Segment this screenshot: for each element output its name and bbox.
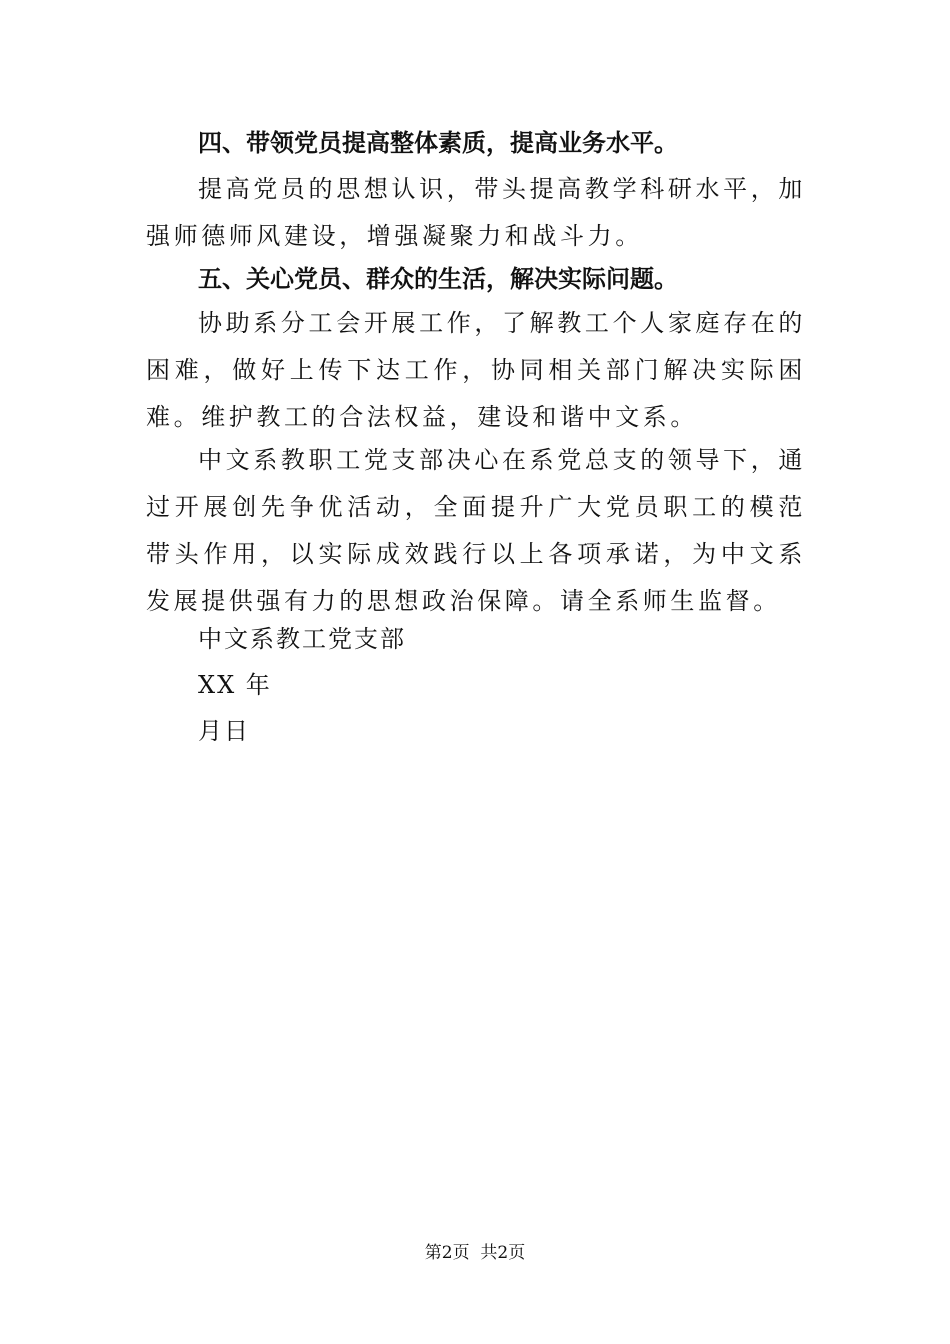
signature-organization: 中文系教工党支部 <box>198 625 406 653</box>
section-4-heading: 四、带领党员提高整体素质，提高业务水平。 <box>198 129 678 157</box>
section-5-heading: 五、关心党员、群众的生活，解决实际问题。 <box>198 265 678 293</box>
signature-year: XX 年 <box>198 671 272 699</box>
section-4-paragraph: 提高党员的思想认识，带头提高教学科研水平，加强师德师风建设，增强凝聚力和战斗力。 <box>146 175 806 250</box>
signature-month-day: 月日 <box>198 717 250 745</box>
page-number-indicator: 第2页 共2页 <box>424 1243 526 1263</box>
closing-paragraph: 中文系教职工党支部决心在系党总支的领导下，通过开展创先争优活动，全面提升广大党员职工的模范带头作用，以实际成效践行以上各项承诺，为中文系发展提供强有力的思想政治保障。请全系师生监督。 <box>146 446 806 615</box>
page-footer <box>0 1241 950 1265</box>
section-5-paragraph: 协助系分工会开展工作，了解教工个人家庭存在的困难，做好上传下达工作，协同相关部门解决实际困难。维护教工的合法权益，建设和谐中文系。 <box>146 309 806 431</box>
